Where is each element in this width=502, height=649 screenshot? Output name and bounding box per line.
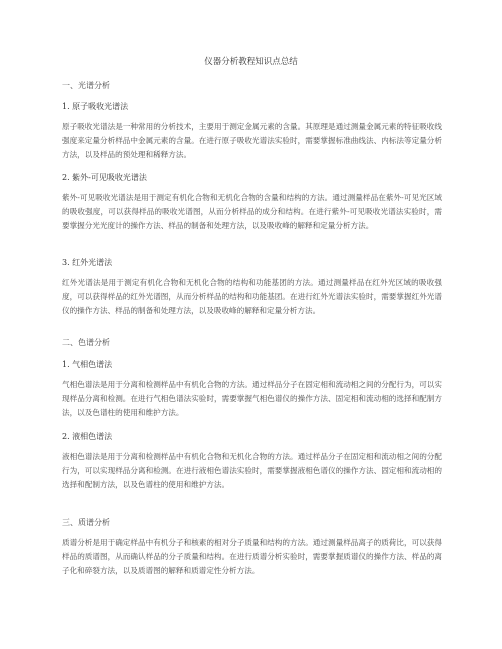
subsection-heading-ir: 3. 红外光谱法 (62, 258, 113, 267)
subsection-heading-gc: 1. 气相色谱法 (62, 360, 113, 369)
section-heading-mass-spec: 三、质谱分析 (62, 518, 110, 527)
document-title: 仪器分析教程知识点总结 (204, 57, 298, 67)
paragraph-gc: 气相色谱法是用于分离和检测样品中有机化合物的方法。通过样品分子在固定相和流动相之间的分配行为，可以实现样品分离和检测。在进行气相色谱法实验时，需要掌握气相色谱仪的操作方法、固定相和流动相的选择和配制方法，以及色谱柱的使用和维护方法。 (62, 380, 442, 417)
subsection-heading-uv-vis: 2. 紫外-可见吸收光谱法 (62, 173, 147, 182)
paragraph-ir: 红外光谱法是用于测定有机化合物和无机化合物的结构和功能基团的方法。通过测量样品在红外光区域的吸收强度，可以获得样品的红外光谱图，从而分析样品的结构和功能基团。在进行红外光谱法实验时，需要掌握红外光谱仪的操作方法、样品的制备和处理方法，以及吸收峰的解释和定量分析方法。 (62, 278, 442, 315)
subsection-heading-aas: 1. 原子吸收光谱法 (62, 102, 129, 111)
section-heading-chromatography: 二、色谱分析 (62, 338, 110, 347)
section-heading-spectroscopy: 一、光谱分析 (62, 81, 110, 90)
paragraph-mass-spec: 质谱分析是用于确定样品中有机分子和核素的相对分子质量和结构的方法。通过测量样品离子的质荷比，可以获得样品的质谱图，从而确认样品的分子质量和结构。在进行质谱分析实验时，需要掌握质谱仪的操作方法、样品的离子化和碎裂方法，以及质谱图的解释和质谱定性分析方法。 (62, 538, 442, 575)
paragraph-uv-vis: 紫外-可见吸收光谱法是用于测定有机化合物和无机化合物的含量和结构的方法。通过测量样品在紫外-可见光区域的吸收强度，可以获得样品的吸收光谱图，从而分析样品的成分和结构。在进行紫外-可见吸收光谱法实验时，需要掌握分光光度计的操作方法、样品的制备和处理方法，以及吸收峰的解释和定量分析方法。 (62, 193, 442, 230)
paragraph-aas: 原子吸收光谱法是一种常用的分析技术，主要用于测定金属元素的含量。其原理是通过测量金属元素的特征吸收线强度来定量分析样品中金属元素的含量。在进行原子吸收光谱法实验时，需要掌握标准曲线法、内标法等定量分析方法，以及样品的预处理和稀释方法。 (62, 122, 442, 159)
subsection-heading-lc: 2. 液相色谱法 (62, 432, 113, 441)
paragraph-lc: 液相色谱法是用于分离和检测样品中有机化合物和无机化合物的方法。通过样品分子在固定相和流动相之间的分配行为，可以实现样品分离和检测。在进行液相色谱法实验时，需要掌握液相色谱仪的操作方法、固定相和流动相的选择和配制方法，以及色谱柱的使用和维护方法。 (62, 452, 442, 489)
